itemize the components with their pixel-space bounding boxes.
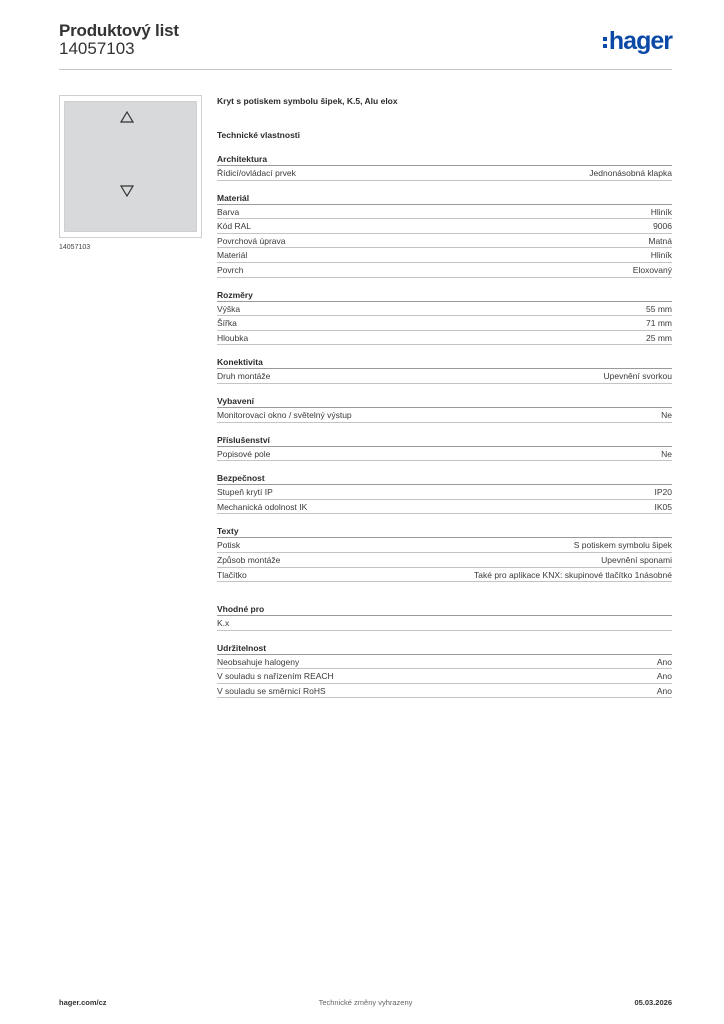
spec-value: 71 mm bbox=[646, 318, 672, 329]
technical-properties-title: Technické vlastnosti bbox=[217, 130, 300, 140]
spec-section bbox=[217, 356, 672, 384]
spec-label: Výška bbox=[217, 303, 241, 314]
spec-label: Tlačítko bbox=[217, 569, 247, 580]
spec-row bbox=[217, 331, 672, 346]
spec-section bbox=[217, 434, 672, 462]
spec-label: Způsob montáže bbox=[217, 554, 281, 565]
spec-value: Hliník bbox=[650, 206, 672, 217]
spec-row bbox=[217, 248, 672, 263]
spec-value: Ano bbox=[656, 656, 672, 667]
spec-value: Upevnění sponami bbox=[601, 554, 672, 565]
spec-label: Povrchová úprava bbox=[217, 235, 286, 246]
hager-logo[interactable] bbox=[603, 28, 672, 54]
product-plate bbox=[64, 101, 197, 232]
spec-label: Barva bbox=[217, 206, 240, 217]
section-title: Rozměry bbox=[217, 289, 672, 302]
spec-row bbox=[217, 302, 672, 317]
spec-section bbox=[217, 603, 672, 631]
footer-note: Technické změny vyhrazeny bbox=[318, 998, 413, 1007]
spec-value: S potiskem symbolu šipek bbox=[573, 540, 672, 551]
arrow-down-outline-icon bbox=[120, 185, 134, 197]
section-title: Udržitelnost bbox=[217, 642, 672, 655]
spec-label: Hloubka bbox=[217, 332, 249, 343]
spec-row bbox=[217, 205, 672, 220]
spec-label: V souladu se směrnicí RoHS bbox=[217, 685, 326, 696]
arrow-up-outline-icon bbox=[120, 111, 134, 123]
product-image bbox=[59, 95, 202, 238]
product-number: 14057103 bbox=[59, 39, 135, 58]
spec-label: Řídicí/ovládací prvek bbox=[217, 168, 296, 178]
section-title: Architektura bbox=[217, 153, 672, 166]
spec-row bbox=[217, 447, 672, 462]
spec-section bbox=[217, 289, 672, 346]
spec-section bbox=[217, 192, 672, 278]
spec-label: K.x bbox=[217, 618, 230, 629]
spec-row bbox=[217, 408, 672, 423]
section-title: Materiál bbox=[217, 192, 672, 205]
spec-label: Materiál bbox=[217, 250, 248, 261]
spec-row bbox=[217, 500, 672, 515]
spec-value: 55 mm bbox=[646, 303, 672, 314]
spec-value: IK05 bbox=[654, 501, 672, 512]
spec-value: Ne bbox=[661, 409, 672, 420]
spec-row bbox=[217, 568, 672, 583]
spec-row bbox=[217, 669, 672, 684]
spec-section bbox=[217, 525, 672, 582]
spec-row bbox=[217, 553, 672, 568]
spec-row bbox=[217, 616, 672, 631]
spec-label: Popisové pole bbox=[217, 448, 271, 459]
spec-label: Kód RAL bbox=[217, 221, 252, 232]
spec-value: Také pro aplikace KNX: skupinové tlačítko 1násobné bbox=[474, 569, 672, 580]
spec-value: Jednonásobná klapka bbox=[589, 168, 672, 178]
spec-row bbox=[217, 538, 672, 553]
spec-value: Eloxovaný bbox=[632, 264, 672, 275]
spec-section bbox=[217, 472, 672, 514]
spec-label: Monitorovací okno / světelný výstup bbox=[217, 409, 352, 420]
spec-section bbox=[217, 395, 672, 423]
spec-section bbox=[217, 153, 672, 181]
section-title: Příslušenství bbox=[217, 434, 672, 447]
spec-row bbox=[217, 485, 672, 500]
spec-row bbox=[217, 684, 672, 699]
spec-row bbox=[217, 219, 672, 234]
page-title: Produktový list bbox=[59, 21, 179, 40]
product-name: Kryt s potiskem symbolu šipek, K.5, Alu elox bbox=[217, 96, 398, 106]
page-header bbox=[59, 20, 672, 70]
spec-value: Ano bbox=[656, 671, 672, 682]
spec-value: Matná bbox=[648, 235, 672, 246]
section-title: Konektivita bbox=[217, 356, 672, 369]
logo-dots-icon bbox=[603, 37, 607, 48]
section-title: Vybavení bbox=[217, 395, 672, 408]
spec-value: IP20 bbox=[654, 487, 672, 498]
spec-value: Hliník bbox=[650, 250, 672, 261]
spec-row bbox=[217, 369, 672, 384]
logo-text: hager bbox=[608, 27, 672, 55]
spec-value: Upevnění svorkou bbox=[603, 371, 672, 382]
spec-label: Druh montáže bbox=[217, 371, 271, 382]
spec-value: Ne bbox=[661, 448, 672, 459]
spec-label: Neobsahuje halogeny bbox=[217, 656, 300, 667]
spec-row bbox=[217, 263, 672, 278]
spec-sections bbox=[217, 153, 672, 698]
footer-website-link[interactable]: hager.com/cz bbox=[59, 998, 107, 1007]
section-title: Texty bbox=[217, 525, 672, 538]
section-title: Vhodné pro bbox=[217, 603, 672, 616]
section-title: Bezpečnost bbox=[217, 472, 672, 485]
spec-label: Povrch bbox=[217, 264, 244, 275]
spec-row bbox=[217, 234, 672, 249]
spec-row bbox=[217, 655, 672, 670]
footer-date: 05.03.2026 bbox=[634, 998, 672, 1007]
spec-row bbox=[217, 316, 672, 331]
spec-section bbox=[217, 642, 672, 699]
image-caption: 14057103 bbox=[59, 244, 91, 251]
spec-row bbox=[217, 166, 672, 181]
spec-value: 25 mm bbox=[646, 332, 672, 343]
spec-label: Mechanická odolnost IK bbox=[217, 501, 308, 512]
spec-value: 9006 bbox=[653, 221, 672, 232]
specifications bbox=[217, 95, 672, 698]
spec-label: Stupeň krytí IP bbox=[217, 487, 273, 498]
spec-label: Šířka bbox=[217, 318, 237, 329]
spec-value: Ano bbox=[656, 685, 672, 696]
spec-label: V souladu s nařízením REACH bbox=[217, 671, 334, 682]
spec-label: Potisk bbox=[217, 540, 241, 551]
